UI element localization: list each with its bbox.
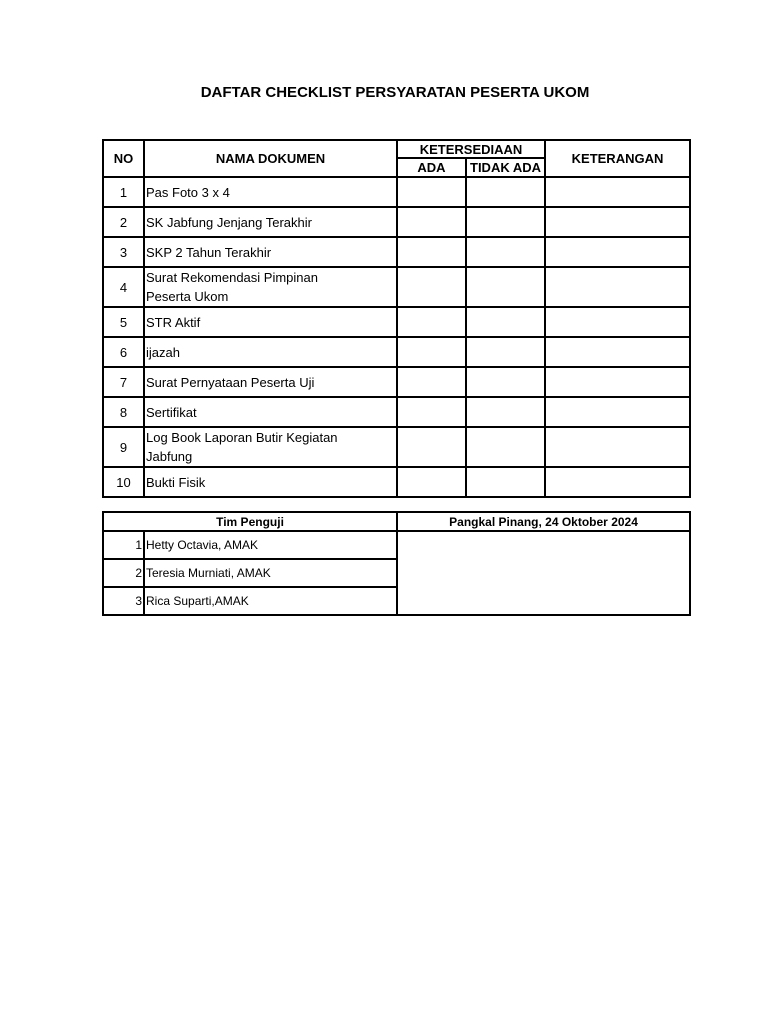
available-cell (397, 337, 466, 367)
available-cell (397, 397, 466, 427)
remarks-cell (545, 267, 690, 307)
table-row (103, 267, 690, 307)
examiner-number: 3 (103, 587, 144, 615)
document-title: DAFTAR CHECKLIST PERSYARATAN PESERTA UKOM (200, 84, 590, 101)
header-available: ADA (397, 158, 466, 177)
table-row (103, 531, 690, 559)
document-name: SKP 2 Tahun Terakhir (144, 237, 397, 267)
not-available-cell (466, 207, 545, 237)
table-row (103, 207, 690, 237)
row-number: 4 (103, 267, 144, 307)
not-available-cell (466, 337, 545, 367)
examiner-team-table (102, 511, 691, 616)
document-name (144, 427, 397, 467)
table-row (103, 427, 690, 467)
not-available-cell (466, 397, 545, 427)
document-name (144, 267, 397, 307)
header-availability: KETERSEDIAAN (397, 140, 545, 158)
not-available-cell (466, 237, 545, 267)
document-name-line2: Jabfung (146, 449, 193, 464)
not-available-cell (466, 467, 545, 497)
available-cell (397, 427, 466, 467)
available-cell (397, 367, 466, 397)
not-available-cell (466, 307, 545, 337)
header-examiner-team: Tim Penguji (103, 512, 397, 531)
header-remarks: KETERANGAN (545, 140, 690, 177)
remarks-cell (545, 207, 690, 237)
document-name: ijazah (144, 337, 397, 367)
available-cell (397, 207, 466, 237)
available-cell (397, 267, 466, 307)
not-available-cell (466, 427, 545, 467)
table-row (103, 237, 690, 267)
row-number: 9 (103, 427, 144, 467)
document-name-line1: Surat Rekomendasi Pimpinan (146, 270, 318, 285)
table-row (103, 337, 690, 367)
remarks-cell (545, 367, 690, 397)
table-row (103, 367, 690, 397)
table-row (103, 307, 690, 337)
document-name-line2: Peserta Ukom (146, 289, 229, 304)
row-number: 6 (103, 337, 144, 367)
requirements-checklist-table (102, 139, 691, 498)
examiner-name: Teresia Murniati, AMAK (144, 559, 397, 587)
row-number: 3 (103, 237, 144, 267)
remarks-cell (545, 397, 690, 427)
row-number: 1 (103, 177, 144, 207)
header-document-name: NAMA DOKUMEN (144, 140, 397, 177)
not-available-cell (466, 367, 545, 397)
document-name: Pas Foto 3 x 4 (144, 177, 397, 207)
examiner-name: Rica Suparti,AMAK (144, 587, 397, 615)
row-number: 5 (103, 307, 144, 337)
available-cell (397, 307, 466, 337)
header-not-available: TIDAK ADA (466, 158, 545, 177)
document-name-line1: Log Book Laporan Butir Kegiatan (146, 430, 338, 445)
remarks-cell (545, 307, 690, 337)
remarks-cell (545, 337, 690, 367)
document-name: SK Jabfung Jenjang Terakhir (144, 207, 397, 237)
available-cell (397, 467, 466, 497)
available-cell (397, 177, 466, 207)
row-number: 7 (103, 367, 144, 397)
not-available-cell (466, 177, 545, 207)
document-name: Bukti Fisik (144, 467, 397, 497)
table-row (103, 177, 690, 207)
available-cell (397, 237, 466, 267)
document-name: Surat Pernyataan Peserta Uji (144, 367, 397, 397)
table-row (103, 467, 690, 497)
document-name: Sertifikat (144, 397, 397, 427)
document-name: STR Aktif (144, 307, 397, 337)
examiner-number: 2 (103, 559, 144, 587)
row-number: 2 (103, 207, 144, 237)
row-number: 10 (103, 467, 144, 497)
examiner-name: Hetty Octavia, AMAK (144, 531, 397, 559)
row-number: 8 (103, 397, 144, 427)
table-row (103, 397, 690, 427)
not-available-cell (466, 267, 545, 307)
header-place-date: Pangkal Pinang, 24 Oktober 2024 (397, 512, 690, 531)
remarks-cell (545, 427, 690, 467)
remarks-cell (545, 177, 690, 207)
remarks-cell (545, 237, 690, 267)
examiner-number: 1 (103, 531, 144, 559)
remarks-cell (545, 467, 690, 497)
signature-area (397, 531, 690, 615)
header-no: NO (103, 140, 144, 177)
